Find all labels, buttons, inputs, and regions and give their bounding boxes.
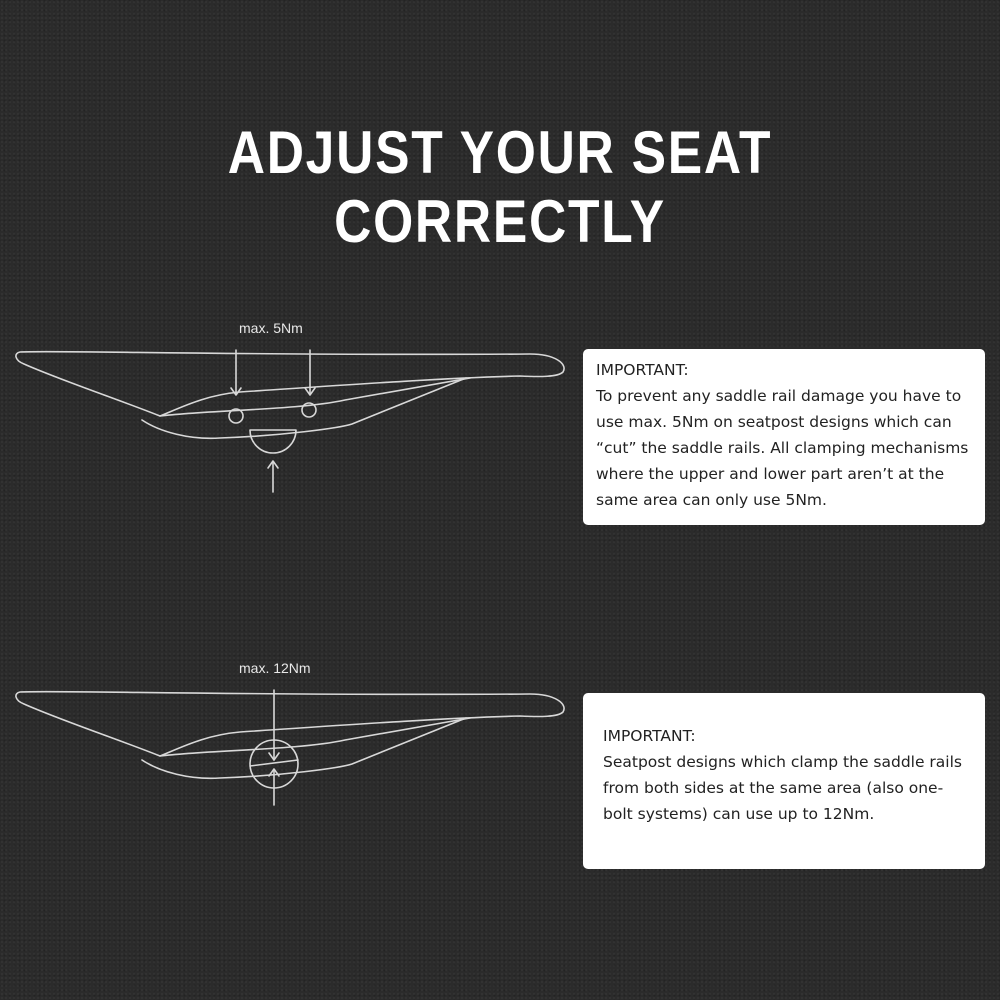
note-body: Seatpost designs which clamp the saddle rails from both sides at the same area (also one-bolt systems) can use up to 12Nm. bbox=[603, 753, 962, 823]
important-note-12nm bbox=[583, 693, 985, 869]
torque-label-5nm: max. 5Nm bbox=[239, 320, 303, 336]
saddle-diagram-two-bolt bbox=[0, 300, 580, 520]
note-heading: IMPORTANT: bbox=[596, 361, 689, 379]
saddle-rail-upper bbox=[160, 718, 470, 756]
important-note-5nm bbox=[583, 349, 985, 525]
saddle-diagram-one-bolt bbox=[0, 640, 580, 860]
saddle-rail-upper bbox=[160, 378, 470, 416]
note-heading: IMPORTANT: bbox=[603, 727, 696, 745]
clamp-divider bbox=[250, 760, 298, 766]
saddle-two-bolt-illustration bbox=[0, 300, 580, 520]
note-body: To prevent any saddle rail damage you have to use max. 5Nm on seatpost designs which can “cut” the saddle rails. All clamping mechanisms where the upper and lower part aren’t at the same area can only use 5Nm. bbox=[596, 387, 969, 509]
saddle-one-bolt-illustration bbox=[0, 640, 580, 860]
torque-label-12nm: max. 12Nm bbox=[239, 660, 311, 676]
page-title: ADJUST YOUR SEAT CORRECTLY bbox=[227, 119, 773, 255]
